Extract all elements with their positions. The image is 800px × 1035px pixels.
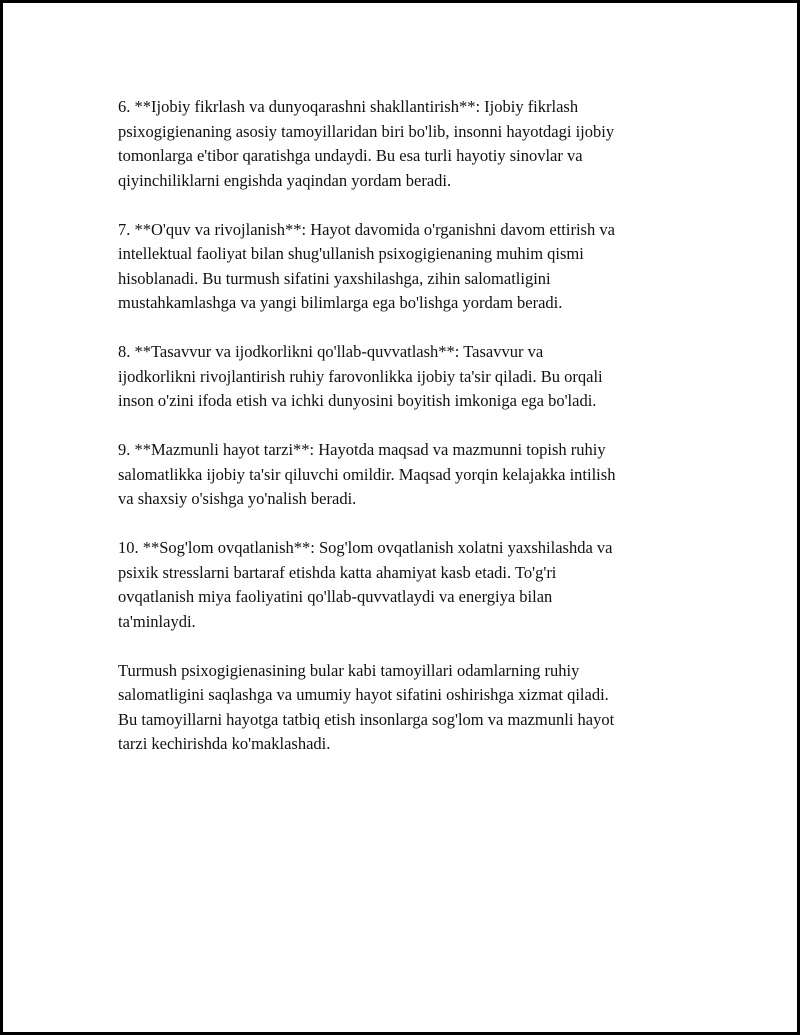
text-line: intellektual faoliyat bilan shug'ullanish psixogigienaning muhim qismi (118, 244, 584, 263)
text-line: va shaxsiy o'sishga yo'nalish beradi. (118, 489, 357, 508)
text-line: psixogigienaning asosiy tamoyillaridan biri bo'lib, insonni hayotdagi ijobiy (118, 121, 615, 141)
text-line: ijodkorlikni rivojlantirish ruhiy farovonlikka ijobiy ta'sir qiladi. Bu orqali (118, 366, 603, 386)
text-line: Bu tamoyillarni hayotga tatbiq etish insonlarga sog'lom va mazmunli hayot (118, 709, 615, 729)
paragraph-principle-7 (118, 218, 688, 316)
text-line: inson o'zini ifoda etish va ichki dunyosini boyitish imkoniga ega bo'ladi. (118, 391, 597, 410)
text-line: 7. **O'quv va rivojlanish**: Hayot davomida o'rganishni davom ettirish va (118, 219, 615, 239)
paragraph-conclusion (118, 659, 688, 757)
text-line: salomatlikka ijobiy ta'sir qiluvchi omildir. Maqsad yorqin kelajakka intilish (118, 464, 616, 484)
text-line: ta'minlaydi. (118, 611, 196, 631)
paragraph-principle-6 (118, 95, 688, 193)
text-line: psixik stresslarni bartaraf etishda katta ahamiyat kasb etadi. To'g'ri (118, 562, 557, 582)
text-line: Turmush psixogigienasining bular kabi tamoyillari odamlarning ruhiy (118, 660, 580, 680)
text-line: mustahkamlashga va yangi bilimlarga ega bo'lishga yordam beradi. (118, 293, 563, 312)
paragraph-principle-8 (118, 340, 688, 414)
text-line: salomatligini saqlashga va umumiy hayot sifatini oshirishga xizmat qiladi. (118, 685, 609, 704)
text-line: 6. **Ijobiy fikrlash va dunyoqarashni shakllantirish**: Ijobiy fikrlash (118, 97, 579, 116)
text-line: tarzi kechirishda ko'maklashadi. (118, 734, 331, 753)
text-line: 8. **Tasavvur va ijodkorlikni qo'llab-quvvatlash**: Tasavvur va (118, 342, 544, 361)
text-line: hisoblanadi. Bu turmush sifatini yaxshilashga, zihin salomatligini (118, 268, 551, 288)
text-line: ovqatlanish miya faoliyatini qo'llab-quvvatlaydi va energiya bilan (118, 587, 553, 606)
paragraph-principle-9 (118, 438, 688, 512)
document-body (118, 95, 688, 781)
text-line: 10. **Sog'lom ovqatlanish**: Sog'lom ovqatlanish xolatni yaxshilashda va (118, 538, 613, 557)
text-line: qiyinchiliklarni engishda yaqindan yordam beradi. (118, 170, 452, 190)
text-line: tomonlarga e'tibor qaratishga undaydi. Bu esa turli hayotiy sinovlar va (118, 146, 583, 165)
text-line: 9. **Mazmunli hayot tarzi**: Hayotda maqsad va mazmunni topish ruhiy (118, 440, 606, 459)
paragraph-principle-10 (118, 536, 688, 634)
